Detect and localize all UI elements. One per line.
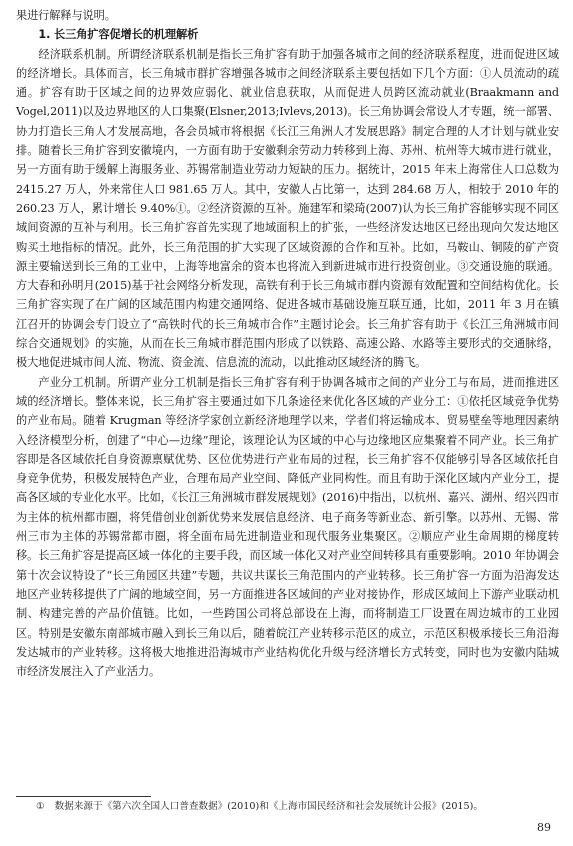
body-text xyxy=(16,6,559,681)
page-number: 89 xyxy=(537,821,551,834)
paragraph-economic-linkage: 经济联系机制。所谓经济联系机制是指长三角扩容有助于加强各城市之间的经济联系程度，进而促进区域的经济增长。具体而言，长三角城市群扩容增强各城市之间经济联系主要包括如下几个方面：①人员流动的疏通。扩容有助于区域之间的边界效应弱化、就业信息获取，从而促进人员跨区流动就业(Braakmann and Vogel,2011)以及边界地区的人口集聚(Elsner,2013;Ivlevs,2013)。长三角协调会常设人才专题，统一部署、协力打造长三角人才发展高地，各会员城市将根据《长江三角洲人才发展思路》制定合理的人才计划与就业安排。随着长三角扩容到安徽境内，一方面有助于安徽剩余劳动力转移到上海、苏州、杭州等大城市进行就业，另一方面有助于缓解上海服务业、苏锡常制造业劳动力短缺的压力。据统计，2015 年末上海常住人口总数为 2415.27 万人，外来常住人口 981.65 万人。其中，安徽人占比第一，达到 284.68 万人，相较于 2010 年的 260.23 万人，累计增长 9.40%①。②经济资源的互补。施建军和梁琦(2007)认为长三角扩容能够实现不同区域间资源的互补与利用。长三角扩容首先实现了地域面积上的扩张，一些经济发达地区已经出现向欠发达地区购买土地指标的情况。此外，长三角范围的扩大实现了区域资源的合作和互补。比如，马鞍山、铜陵的矿产资源主要输送到长三角的工业中，上海等地富余的资本也将流入到新进城市进行投资创业。③交通设施的联通。方大春和孙明月(2015)基于社会网络分析发现，高铁有利于长三角城市群内资源有效配置和空间结构优化。长三角扩容实现了在广阔的区域范围内构建交通网络、促进各城市基础设施互联互通，比如，2011 年 3 月在镇江召开的协调会专门设立了“高铁时代的长三角城市合作”主题讨论会。长三角扩容有助于《长江三角洲城市间综合交通规划》的实施，从而在长三角城市群范围内形成了以铁路、高速公路、水路等主要形式的交通脉络，极大地促进城市间人流、物流、资金流、信息流的流动，以此推动区域经济的腾飞。 xyxy=(16,47,559,370)
footnote-mark: ① xyxy=(36,801,45,812)
section-heading: 1. 长三角扩容促增长的机理解析 xyxy=(38,28,199,42)
footnote xyxy=(36,800,556,814)
footnote-divider xyxy=(16,796,151,797)
footnote-text: 数据来源于《第六次全国人口普查数据》(2010)和《上海市国民经济和社会发展统计公报》(2015)。 xyxy=(54,801,483,812)
intro-paragraph-tail: 果进行解释与说明。 xyxy=(16,9,116,22)
paragraph-industrial-division: 产业分工机制。所谓产业分工机制是指长三角扩容有利于协调各城市之间的产业分工与布局，进而推进区域的经济增长。整体来说，长三角扩容主要通过如下几条途径来优化各区域的产业分工：①依托区域竞争优势的产业布局。随着 Krugman 等经济学家创立新经济地理学以来，学者们将运输成本、贸易壁垒等地理因素纳入经济模型分析，创建了“中心—边缘”理论，该理论认为区域的中心与边缘地区应集聚着不同产业。长三角扩容即是各区域依托自身资源禀赋优势、区位优势进行产业布局的过程，长三角扩容不仅能够引导各区域依托自身竞争优势，积极发展特色产业，合理布局产业空间、降低产业同构性。而且有助于深化区域内产业分工，提高各区域的专业化水平。比如，《长江三角洲城市群发展规划》(2016)中指出，以杭州、嘉兴、湖州、绍兴四市为主体的杭州都市圈，将凭借创业创新优势来发展信息经济、电子商务等新业态、新引擎。以苏州、无锡、常州三市为主体的苏锡常都市圈，将全面布局先进制造业和现代服务业集聚区。②顺应产业生命周期的梯度转移。长三角扩容是提高区域一体化的主要手段，而区域一体化又对产业空间转移具有重要影响。2010 年协调会第十次会议特设了“长三角园区共建”专题，共议共谋长三角范围内的产业转移。长三角扩容一方面为沿海发达地区产业转移提供了广阔的地域空间，另一方面推进各区域间的产业对接协作，形成区域间上下游产业联动机制、构建完善的产品价值链。比如，一些跨国公司将总部设在上海，而将制造工厂设置在周边城市的工业园区。特别是安徽东南部城市融入到长三角以后，随着皖江产业转移示范区的成立，示范区积极承接长三角沿海发达城市的产业转移。这将极大地推进沿海城市产业结构优化升级与经济增长方式转变，同时也为安徽内陆城市经济发展注入了产业活力。 xyxy=(16,375,559,679)
